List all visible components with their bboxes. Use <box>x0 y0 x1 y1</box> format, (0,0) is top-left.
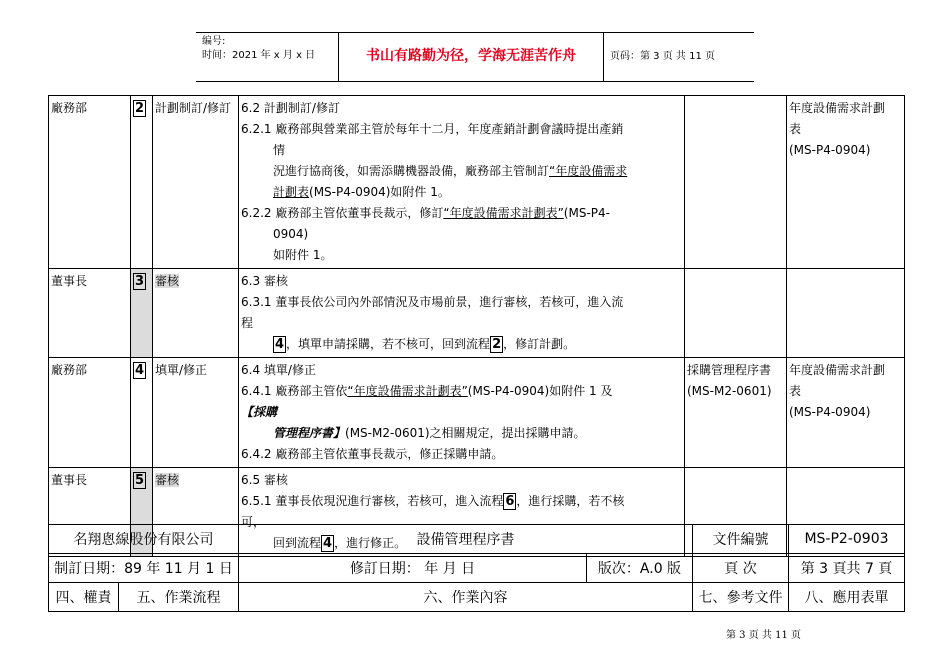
content-cell <box>239 269 685 358</box>
ref-doc-line: (MS-M2-0601) <box>687 384 772 398</box>
doc-footer-table <box>48 524 905 612</box>
ref-doc-link: 管理程序書】 <box>273 426 346 440</box>
content-line: 6.3 審核 <box>241 274 288 288</box>
content-line: 計劃表(MS-P4-0904)如附件 1。 <box>273 185 450 199</box>
content-line: 6.2.2 廠務部主管依董事長裁示，修訂“年度設備需求計劃表”(MS-P4- <box>241 206 610 220</box>
flow-label: 審核 <box>155 473 180 487</box>
form-line: 年度設備需求計劃 <box>789 101 886 115</box>
content-line: 可， <box>241 515 266 529</box>
flow-cell: 填單/修正 <box>153 358 239 468</box>
step-ref: 4 <box>323 536 333 551</box>
table-row <box>49 269 905 358</box>
col-header-content: 六、作業內容 <box>239 583 693 612</box>
table-row <box>49 96 905 269</box>
form-link: “年度設備需求計劃表” <box>347 384 468 398</box>
header-page-label: 页码：第 3 页 共 11 页 <box>610 51 715 62</box>
doc-title: 設備管理程序書 <box>239 525 693 554</box>
table-row <box>49 358 905 468</box>
content-line: 6.5 審核 <box>241 473 288 487</box>
step-cell <box>131 358 153 468</box>
revise-date: 修訂日期： 年 月 日 <box>239 554 587 583</box>
flow-label: 審核 <box>155 274 180 288</box>
number-label: 编号: <box>202 36 226 47</box>
content-line: 況進行協商後，如需添購機器設備，廠務部主管制訂“年度設備需求 <box>273 164 628 178</box>
content-line: 6.4.2 廠務部主管依董事長裁示，修正採購申請。 <box>241 447 504 461</box>
form-link: 計劃表 <box>273 185 310 199</box>
form-cell <box>787 358 905 468</box>
step-ref: 4 <box>275 337 285 352</box>
doc-no: MS-P2-0903 <box>789 525 905 554</box>
made-date: 制訂日期：89 年 11 月 1 日 <box>49 554 239 583</box>
col-header-forms: 八、應用表單 <box>789 583 905 612</box>
time-label: 时间：2021 年 x 月 x 日 <box>202 50 316 61</box>
form-link: “年度設備需求 <box>549 164 628 178</box>
content-line: 0904) <box>273 227 309 241</box>
content-line: 回到流程 4 ，進行修正。 <box>273 536 407 551</box>
dept-cell: 董事長 <box>49 269 131 358</box>
dept-cell: 廠務部 <box>49 358 131 468</box>
step-number: 4 <box>135 363 145 378</box>
content-line: 6.2.1 廠務部與營業部主管於每年十二月，年度產銷計劃會議時提出產銷 <box>241 122 624 136</box>
step-cell <box>131 269 153 358</box>
ref-doc-cell <box>685 269 787 358</box>
step-ref: 2 <box>492 337 502 352</box>
ref-doc-cell <box>685 358 787 468</box>
version: 版次：A.0 版 <box>587 554 693 583</box>
col-header-flow: 五、作業流程 <box>119 583 239 612</box>
content-cell <box>239 96 685 269</box>
step-number: 3 <box>135 274 145 289</box>
form-line: 表 <box>789 384 802 398</box>
company-name: 名翔悤線股份有限公司 <box>49 525 239 554</box>
step-ref: 6 <box>505 494 515 509</box>
content-line: 程 <box>241 316 254 330</box>
content-line: 管理程序書】(MS-M2-0601)之相關規定，提出採購申請。 <box>273 426 586 440</box>
col-header-responsibility: 四、權責 <box>49 583 119 612</box>
step-number: 2 <box>135 101 145 116</box>
footer-row-2 <box>49 554 905 583</box>
ref-doc-line: 採購管理程序書 <box>687 363 772 377</box>
form-line: (MS-P4-0904) <box>789 405 871 419</box>
form-line: (MS-P4-0904) <box>789 143 871 157</box>
form-cell <box>787 96 905 269</box>
dept-cell: 董事長 <box>49 468 131 557</box>
ref-doc-cell <box>685 96 787 269</box>
content-line: 6.5.1 董事長依現況進行審核，若核可，進入流程 6 ，進行採購，若不核 <box>241 494 625 509</box>
content-line <box>241 402 682 423</box>
flow-cell <box>153 269 239 358</box>
content-cell <box>239 358 685 468</box>
form-link: “年度設備需求計劃表” <box>443 206 564 220</box>
content-line: 如附件 1。 <box>273 248 333 262</box>
motto: 书山有路勤为径，学海无涯苦作舟 <box>338 33 604 81</box>
form-cell <box>787 269 905 358</box>
doc-no-label: 文件編號 <box>693 525 789 554</box>
form-line: 年度設備需求計劃 <box>789 363 886 377</box>
page-number: 第 3 页 共 11 页 <box>726 630 801 641</box>
dept-cell: 廠務部 <box>49 96 131 269</box>
page-label: 頁 次 <box>693 554 789 583</box>
content-line: 6.4.1 廠務部主管依“年度設備需求計劃表”(MS-P4-0904)如附件 1 及 <box>241 384 613 398</box>
content-line: 6.4 填單/修正 <box>241 363 316 377</box>
footer-row-1 <box>49 525 905 554</box>
flow-cell: 計劃制訂/修訂 <box>153 96 239 269</box>
page-value: 第 3 頁共 7 頁 <box>789 554 905 583</box>
form-line: 表 <box>789 122 802 136</box>
content-line: 4 ，填單申請採購，若不核可，回到流程 2 ，修訂計劃。 <box>275 337 576 352</box>
footer-row-3 <box>49 583 905 612</box>
col-header-ref-doc: 七、參考文件 <box>693 583 789 612</box>
step-number: 5 <box>135 473 145 488</box>
content-line: 情 <box>273 143 286 157</box>
step-cell <box>131 96 153 269</box>
ref-doc-link: 【採購 <box>241 405 278 419</box>
header-meta <box>196 33 338 81</box>
content-line: 6.3.1 董事長依公司內外部情況及市場前景，進行審核，若核可，進入流 <box>241 295 624 309</box>
procedure-table <box>48 95 905 557</box>
content-line: 6.2 計劃制訂/修訂 <box>241 101 340 115</box>
page-header <box>196 32 754 82</box>
